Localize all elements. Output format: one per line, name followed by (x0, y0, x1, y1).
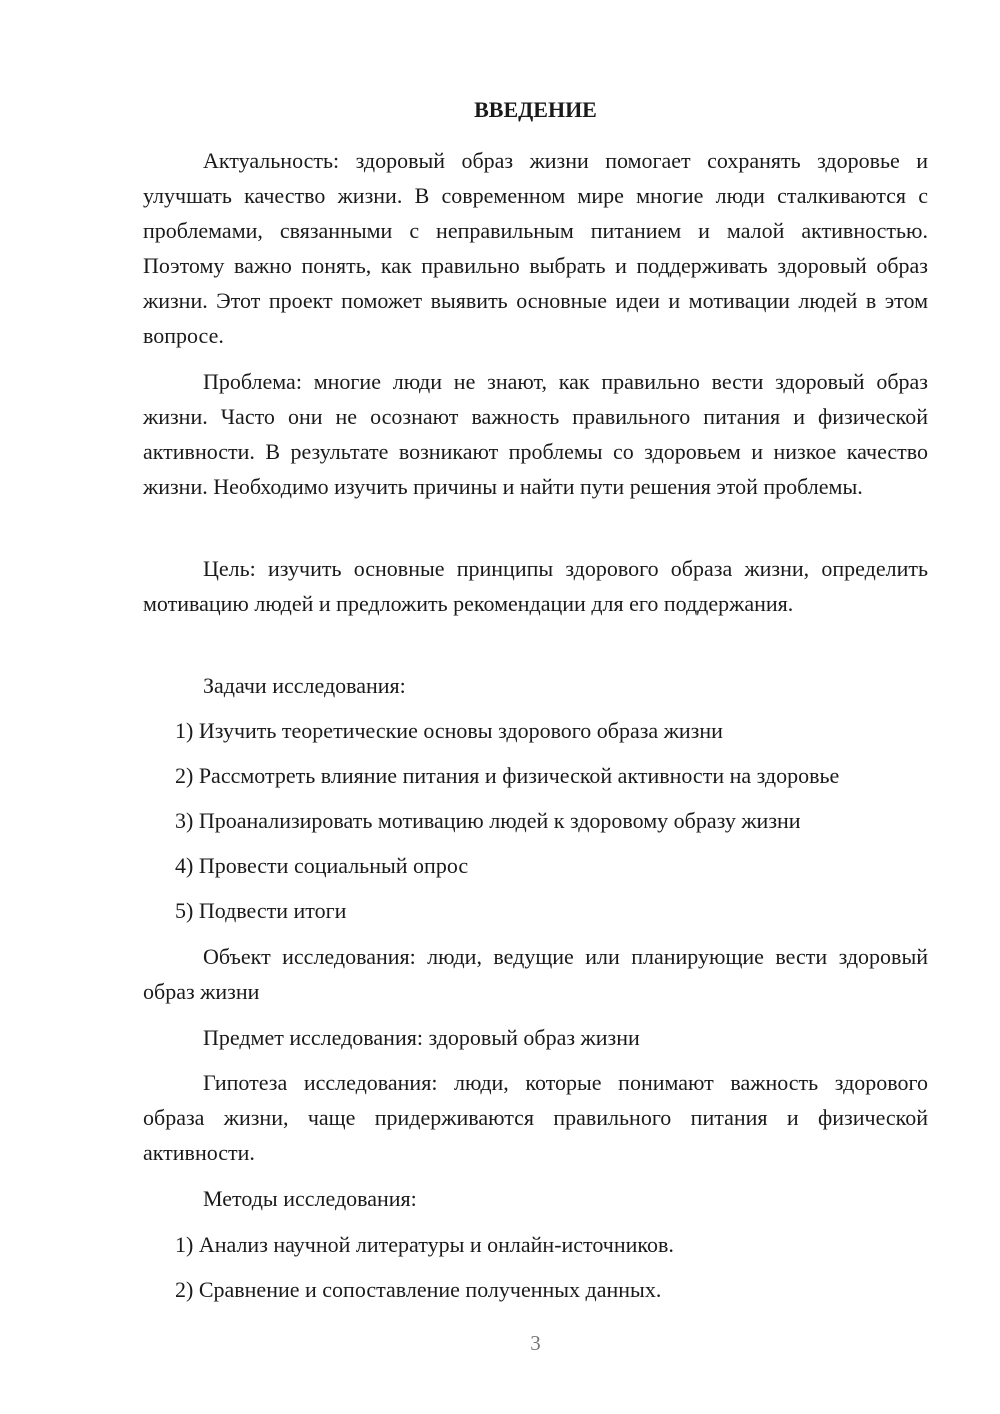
task-item: 2) Рассмотреть влияние питания и физической активности на здоровье (175, 763, 840, 788)
method-item: 2) Сравнение и сопоставление полученных данных. (175, 1277, 662, 1302)
task-item: 1) Изучить теоретические основы здорового образа жизни (175, 718, 723, 743)
problem-paragraph: Проблема: многие люди не знают, как правильно вести здоровый образ жизни. Часто они не осознают важность правильного питания и физической активности. В результате возникают проблемы со здоровьем и низкое качество жизни. Необходимо изучить причины и найти пути решения этой проблемы. (143, 369, 928, 499)
page-heading: ВВЕДЕНИЕ (474, 97, 597, 122)
methods-title: Методы исследования: (203, 1186, 417, 1211)
tasks-title: Задачи исследования: (203, 673, 406, 698)
method-item: 1) Анализ научной литературы и онлайн-источников. (175, 1232, 674, 1257)
object-paragraph: Объект исследования: люди, ведущие или планирующие вести здоровый образ жизни (143, 944, 928, 1004)
task-item: 3) Проанализировать мотивацию людей к здоровому образу жизни (175, 808, 801, 833)
goal-paragraph: Цель: изучить основные принципы здорового образа жизни, определить мотивацию людей и предложить рекомендации для его поддержания. (143, 556, 928, 616)
hypothesis-paragraph: Гипотеза исследования: люди, которые понимают важность здорового образа жизни, чаще придерживаются правильного питания и физической активности. (143, 1070, 928, 1165)
relevance-paragraph: Актуальность: здоровый образ жизни помогает сохранять здоровье и улучшать качество жизни. В современном мире многие люди сталкиваются с проблемами, связанными с неправильным питанием и малой активностью. Поэтому важно понять, как правильно выбрать и поддерживать здоровый образ жизни. Этот проект поможет выявить основные идеи и мотивации людей в этом вопросе. (143, 148, 928, 348)
task-item: 4) Провести социальный опрос (175, 853, 469, 878)
page-number: 3 (530, 1331, 541, 1355)
task-item: 5) Подвести итоги (175, 898, 347, 923)
subject-paragraph: Предмет исследования: здоровый образ жизни (203, 1025, 640, 1050)
